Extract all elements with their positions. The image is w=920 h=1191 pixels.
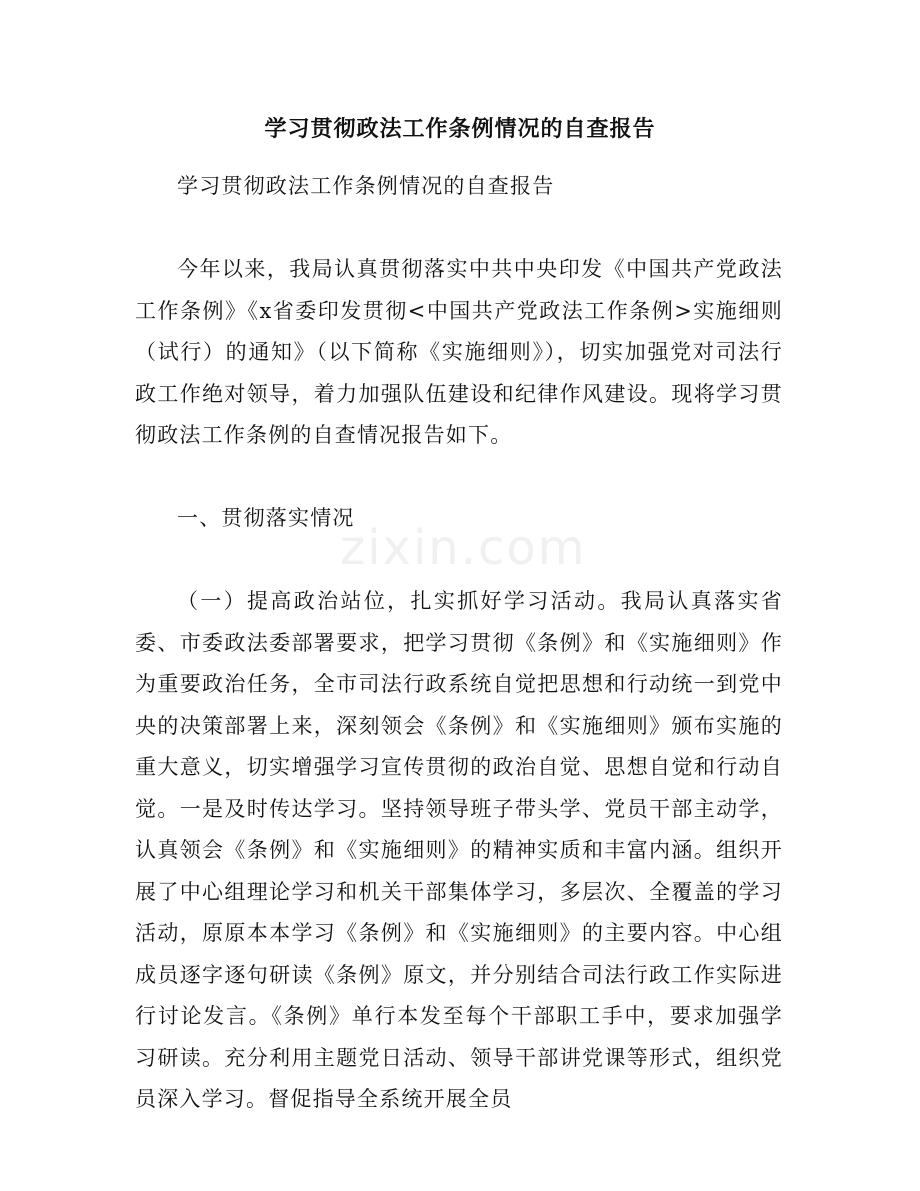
document-title: 学习贯彻政法工作条例情况的自查报告 [264,116,656,142]
document-subtitle: 学习贯彻政法工作条例情况的自查报告 [177,174,555,198]
watermark: zixin.com [340,520,587,576]
section-heading: 一、贯彻落实情况 [177,506,355,530]
document-body [135,166,783,1121]
section-body-paragraph: （一）提高政治站位，扎实抓好学习活动。我局认真落实省委、市委政法委部署要求，把学习贯彻《条例》和《实施细则》作为重要政治任务，全市司法行政系统自觉把思想和行动统一到党中央的决策部署上来，深刻领会《条例》和《实施细则》颁布实施的重大意义，切实增强学习宣传贯彻的政治自觉、思想自觉和行动自觉。一是及时传达学习。坚持领导班子带头学、党员干部主动学，认真领会《条例》和《实施细则》的精神实质和丰富内涵。组织开展了中心组理论学习和机关干部集体学习，多层次、全覆盖的学习活动，原原本本学习《条例》和《实施细则》的主要内容。中心组成员逐字逐句研读《条例》原文，并分别结合司法行政工作实际进行讨论发言。《条例》单行本发至每个干部职工手中，要求加强学习研读。充分利用主题党日活动、领导干部讲党课等形式，组织党员深入学习。督促指导全系统开展全员 [135,589,783,1111]
intro-paragraph: 今年以来，我局认真贯彻落实中共中央印发《中国共产党政法工作条例》《x省委印发贯彻<中国共产党政法工作条例>实施细则（试行）的通知》（以下简称《实施细则》），切实加强党对司法行政工作绝对领导，着力加强队伍建设和纪律作风建设。现将学习贯彻政法工作条例的自查情况报告如下。 [135,257,783,447]
